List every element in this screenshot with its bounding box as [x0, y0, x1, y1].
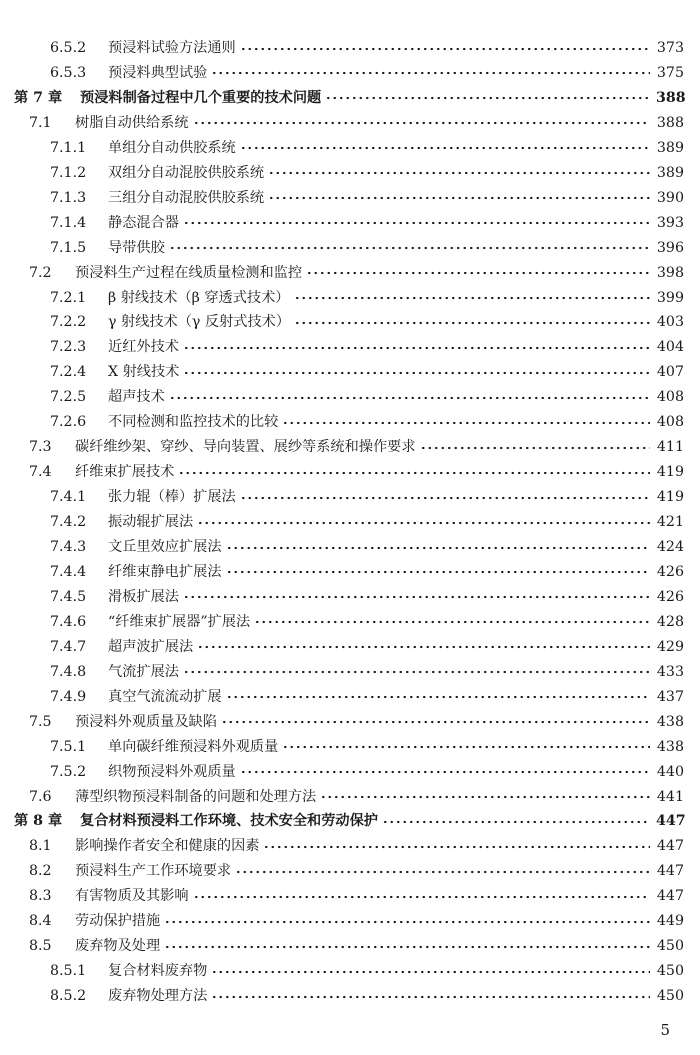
toc-entry-page: 399	[656, 289, 684, 306]
toc-section-row	[0, 834, 700, 859]
toc-entry-title: 导带供胶	[108, 239, 165, 256]
toc-entry-number: 8.5.2	[50, 988, 87, 1005]
toc-subsection-row	[0, 310, 700, 335]
page-number: 5	[660, 1021, 670, 1039]
toc-entry-page: 450	[656, 988, 684, 1005]
dot-leader	[226, 685, 650, 710]
toc-subsection-row	[0, 535, 700, 560]
toc-subsection-row	[0, 36, 700, 61]
toc-section-row	[0, 261, 700, 286]
toc-entry-number: 7.5	[29, 713, 52, 730]
dot-leader	[183, 335, 650, 360]
toc-section-row	[0, 934, 700, 959]
toc-entry-page: 437	[656, 688, 684, 705]
dot-leader	[306, 261, 650, 286]
toc-entry-page: 428	[656, 613, 684, 630]
toc-subsection-row	[0, 735, 700, 760]
toc-entry-number: 7.1.1	[50, 139, 87, 156]
toc-entry-title: 树脂自动供给系统	[75, 114, 189, 131]
dot-leader	[169, 236, 650, 261]
toc-entry-page: 424	[656, 539, 684, 555]
toc-entry-title: 纤维束扩展技术	[75, 464, 175, 481]
toc-entry-page: 404	[656, 339, 684, 356]
toc-entry-number: 8.4	[29, 913, 52, 930]
toc-entry-title: 纤维束静电扩展法	[108, 563, 222, 580]
toc-entry-title: 气流扩展法	[108, 663, 179, 680]
dot-leader	[164, 934, 650, 959]
toc-entry-number: 7.4.4	[50, 563, 87, 580]
toc-entry-page: 390	[656, 189, 684, 206]
toc-entry-title: 张力辊（棒）扩展法	[108, 489, 236, 506]
dot-leader	[211, 984, 650, 1009]
toc-entry-number: 7.4.2	[50, 514, 87, 531]
dot-leader	[268, 161, 650, 186]
toc-entry-number: 7.1.2	[50, 164, 87, 181]
toc-entry-title: 预浸料典型试验	[108, 64, 208, 81]
toc-entry-title: 不同检测和监控技术的比较	[108, 414, 279, 431]
toc-entry-page: 375	[656, 64, 684, 81]
toc-entry-title: 碳纤维纱架、穿纱、导向装置、展纱等系统和操作要求	[75, 439, 416, 456]
toc-subsection-row	[0, 161, 700, 186]
toc-entry-number: 7.4.3	[50, 539, 87, 555]
toc-entry-title: X 射线技术	[108, 364, 180, 381]
toc-entry-title: 复合材料预浸料工作环境、技术安全和劳动保护	[80, 813, 378, 830]
toc-entry-page: 396	[656, 239, 684, 256]
toc-entry-title: 织物预浸料外观质量	[108, 763, 236, 780]
toc-entry-number: 7.4	[29, 464, 52, 481]
toc-subsection-row	[0, 335, 700, 360]
dot-leader	[183, 585, 650, 610]
toc-subsection-row	[0, 959, 700, 984]
toc-entry-title: 劳动保护措施	[75, 913, 161, 930]
toc-entry-number: 7.4.7	[50, 638, 87, 655]
dot-leader	[169, 385, 650, 410]
toc-entry-number: 7.1.5	[50, 239, 87, 256]
toc-entry-page: 388	[656, 89, 686, 106]
toc-entry-number: 7.2.2	[50, 314, 87, 331]
toc-entry-title: 真空气流流动扩展	[108, 688, 222, 705]
toc-entry-page: 449	[656, 913, 684, 930]
toc-entry-page: 419	[656, 464, 684, 481]
toc-entry-title: 振动辊扩展法	[108, 514, 194, 531]
toc-entry-number: 7.4.8	[50, 663, 87, 680]
toc-entry-title: 预浸料外观质量及缺陷	[75, 713, 217, 730]
toc-entry-number: 7.4.5	[50, 588, 87, 605]
dot-leader	[240, 485, 650, 510]
toc-section-row	[0, 460, 700, 485]
toc-entry-number: 第 8 章	[14, 813, 63, 830]
toc-entry-title: 超声技术	[108, 389, 165, 406]
toc-entry-number: 7.1.4	[50, 214, 87, 231]
dot-leader	[178, 460, 650, 485]
toc-entry-number: 8.5.1	[50, 963, 87, 980]
toc-entry-page: 419	[656, 489, 684, 506]
toc-entry-number: 6.5.3	[50, 64, 87, 81]
toc-entry-number: 8.2	[29, 863, 52, 880]
dot-leader	[254, 610, 650, 635]
toc-subsection-row	[0, 984, 700, 1009]
toc-entry-title: 影响操作者安全和健康的因素	[75, 838, 260, 855]
toc-section-row	[0, 859, 700, 884]
toc-entry-number: 7.2.4	[50, 364, 87, 381]
toc-entry-title: 预浸料试验方法通则	[108, 40, 236, 56]
toc-entry-number: 7.2.6	[50, 414, 87, 431]
toc-subsection-row	[0, 510, 700, 535]
dot-leader	[240, 136, 650, 161]
toc-entry-number: 6.5.2	[50, 40, 87, 56]
dot-leader	[240, 760, 650, 785]
dot-leader	[235, 859, 650, 884]
toc-entry-page: 433	[656, 663, 684, 680]
toc-entry-title: 薄型织物预浸料制备的问题和处理方法	[75, 788, 317, 805]
toc-entry-page: 447	[656, 863, 684, 880]
toc-entry-number: 7.4.6	[50, 613, 87, 630]
dot-leader	[294, 286, 651, 311]
toc-entry-number: 8.1	[29, 838, 52, 855]
toc-entry-number: 7.6	[29, 788, 52, 805]
dot-leader	[263, 834, 650, 859]
toc-subsection-row	[0, 236, 700, 261]
toc-entry-title: 复合材料废弃物	[108, 963, 208, 980]
toc-entry-title: 近红外技术	[108, 339, 179, 356]
toc-entry-page: 447	[656, 813, 686, 830]
dot-leader	[226, 560, 650, 585]
dot-leader	[320, 785, 650, 810]
toc-section-row	[0, 909, 700, 934]
toc-entry-page: 398	[656, 264, 684, 281]
toc-subsection-row	[0, 485, 700, 510]
dot-leader	[183, 211, 650, 236]
toc-entry-page: 389	[656, 164, 684, 181]
toc-entry-page: 438	[656, 738, 684, 755]
dot-leader	[382, 809, 650, 834]
toc-entry-title: 单向碳纤维预浸料外观质量	[108, 738, 279, 755]
toc-section-row	[0, 435, 700, 460]
toc-entry-number: 7.2.3	[50, 339, 87, 356]
toc-subsection-row	[0, 211, 700, 236]
toc-entry-number: 8.3	[29, 888, 52, 905]
dot-leader	[193, 111, 650, 136]
toc-entry-page: 408	[656, 389, 684, 406]
toc-entry-page: 438	[656, 713, 684, 730]
toc-entry-page: 388	[656, 114, 684, 131]
toc-entry-title: “纤维束扩展器”扩展法	[108, 613, 251, 630]
toc-entry-number: 第 7 章	[14, 89, 63, 106]
toc-entry-title: 有害物质及其影响	[75, 888, 189, 905]
toc-entry-number: 7.2.5	[50, 389, 87, 406]
toc-entry-title: β 射线技术（β 穿透式技术）	[108, 289, 290, 306]
toc-entry-title: 预浸料生产工作环境要求	[75, 863, 232, 880]
toc-entry-number: 7.5.2	[50, 763, 87, 780]
toc-entry-page: 411	[656, 439, 684, 456]
toc-entry-page: 426	[656, 563, 684, 580]
toc-subsection-row	[0, 660, 700, 685]
toc-entry-number: 7.4.9	[50, 688, 87, 705]
dot-leader	[282, 735, 650, 760]
toc-section-row	[0, 884, 700, 909]
toc-entry-title: 双组分自动混胶供胶系统	[108, 164, 265, 181]
dot-leader	[211, 61, 650, 86]
dot-leader	[183, 660, 650, 685]
toc-subsection-row	[0, 635, 700, 660]
toc-entry-number: 8.5	[29, 938, 52, 955]
toc-entry-number: 7.1	[29, 114, 52, 131]
toc-entry-page: 408	[656, 414, 684, 431]
toc-subsection-row	[0, 610, 700, 635]
toc-subsection-row	[0, 685, 700, 710]
toc-subsection-row	[0, 585, 700, 610]
toc-subsection-row	[0, 186, 700, 211]
toc-entry-page: 407	[656, 364, 684, 381]
toc-entry-title: 文丘里效应扩展法	[108, 539, 222, 555]
toc-subsection-row	[0, 286, 700, 311]
toc-subsection-row	[0, 560, 700, 585]
dot-leader	[282, 410, 650, 435]
toc-chapter-row	[0, 86, 700, 111]
dot-leader	[294, 310, 650, 335]
toc-entry-number: 7.4.1	[50, 489, 87, 506]
toc-subsection-row	[0, 760, 700, 785]
toc-entry-number: 7.5.1	[50, 738, 87, 755]
toc-entry-page: 426	[656, 588, 684, 605]
toc-entry-title: 废弃物处理方法	[108, 988, 208, 1005]
toc-entry-page: 450	[656, 938, 684, 955]
toc-entry-title: 静态混合器	[108, 214, 179, 231]
toc-entry-title: 三组分自动混胶供胶系统	[108, 189, 265, 206]
dot-leader	[197, 510, 650, 535]
toc-subsection-row	[0, 410, 700, 435]
dot-leader	[211, 959, 650, 984]
toc-subsection-row	[0, 360, 700, 385]
toc-section-row	[0, 785, 700, 810]
dot-leader	[164, 909, 650, 934]
toc-entry-number: 7.1.3	[50, 189, 87, 206]
toc-entry-page: 441	[656, 788, 684, 805]
toc-entry-title: 滑板扩展法	[108, 588, 179, 605]
dot-leader	[183, 360, 650, 385]
toc-entry-number: 7.2	[29, 264, 52, 281]
dot-leader	[420, 435, 650, 460]
toc-section-row	[0, 111, 700, 136]
toc-entry-page: 447	[656, 838, 684, 855]
toc-entry-page: 429	[656, 638, 684, 655]
toc-entry-title: 预浸料制备过程中几个重要的技术问题	[80, 89, 322, 106]
dot-leader	[221, 710, 650, 735]
toc-entry-number: 7.3	[29, 439, 52, 456]
dot-leader	[193, 884, 650, 909]
dot-leader	[325, 86, 650, 111]
toc-entry-page: 393	[656, 214, 684, 231]
toc-entry-title: 超声波扩展法	[108, 638, 194, 655]
toc-subsection-row	[0, 136, 700, 161]
toc-entry-page: 440	[656, 763, 684, 780]
toc-entry-page: 450	[656, 963, 684, 980]
dot-leader	[268, 186, 650, 211]
dot-leader	[240, 36, 650, 61]
toc-entry-page: 403	[656, 314, 684, 331]
toc-entry-title: 单组分自动供胶系统	[108, 139, 236, 156]
toc-entry-page: 389	[656, 139, 684, 156]
toc-chapter-row	[0, 809, 700, 834]
toc-entry-page: 421	[656, 514, 684, 531]
dot-leader	[226, 535, 650, 560]
toc-subsection-row	[0, 61, 700, 86]
toc-entry-title: 预浸料生产过程在线质量检测和监控	[75, 264, 303, 281]
toc-section-row	[0, 710, 700, 735]
toc-subsection-row	[0, 385, 700, 410]
toc-entry-title: 废弃物及处理	[75, 938, 161, 955]
toc-entry-page: 373	[656, 40, 684, 56]
toc-entry-page: 447	[656, 888, 684, 905]
toc-entry-title: γ 射线技术（γ 反射式技术）	[108, 314, 291, 331]
toc-entry-number: 7.2.1	[50, 289, 87, 306]
dot-leader	[197, 635, 650, 660]
